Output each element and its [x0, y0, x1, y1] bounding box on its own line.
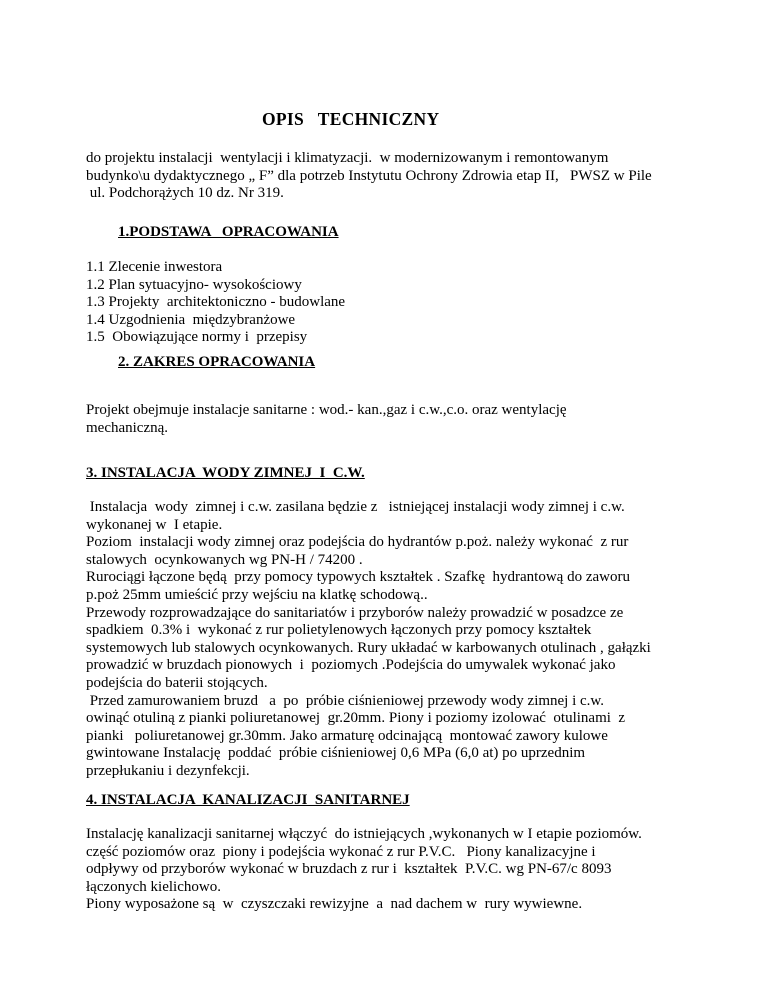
paragraph-line: część poziomów oraz piony i podejścia wykonać z rur P.V.C. Piony kanalizacyjne i — [86, 843, 596, 860]
paragraph-line: p.poż 25mm umieścić przy wejściu na klatkę schodową.. — [86, 586, 428, 603]
paragraph-line: Instalacja wody zimnej i c.w. zasilana będzie z istniejącej instalacji wody zimnej i c.w. — [86, 499, 625, 515]
list-item: 1.2 Plan sytuacyjno- wysokościowy — [86, 276, 302, 293]
paragraph-line: systemowych lub stalowych ocynkowanych. Rury układać w karbowanych otulinach , gałązki — [86, 639, 651, 656]
paragraph-line: mechaniczną. — [86, 419, 169, 436]
paragraph-line: łączonych kielichowo. — [86, 878, 221, 895]
intro-line: budynko\u dydaktycznego „ F” dla potrzeb Instytutu Ochrony Zdrowia etap II, PWSZ w Pile — [86, 167, 652, 184]
paragraph-line: prowadzić w bruzdach pionowych i poziomych .Podejścia do umywalek wykonać jako — [86, 657, 616, 674]
paragraph-line: Rurociągi łączone będą przy pomocy typowych kształtek . Szafkę hydrantową do zaworu — [86, 569, 630, 586]
section2-paragraph — [86, 402, 746, 437]
paragraph-line: pianki poliuretanowej gr.30mm. Jako armaturę odcinającą montować zawory kulowe — [86, 727, 608, 744]
intro-line: ul. Podchorążych 10 dz. Nr 319. — [86, 185, 284, 202]
list-item: 1.3 Projekty architektoniczno - budowlane — [86, 294, 346, 311]
section3-heading: 3. INSTALACJA WODY ZIMNEJ I C.W. — [86, 465, 365, 481]
list-item: 1.5 Obowiązujące normy i przepisy — [86, 329, 308, 346]
paragraph-line: Piony wyposażone są w czyszczaki rewizyjne a nad dachem w rury wywiewne. — [86, 896, 583, 913]
paragraph-line: Poziom instalacji wody zimnej oraz podejścia do hydrantów p.poż. należy wykonać z rur — [86, 534, 629, 551]
paragraph-line: podejścia do baterii stojących. — [86, 674, 268, 691]
paragraph-line: stalowych ocynkowanych wg PN-H / 74200 . — [86, 551, 363, 568]
paragraph-line: Projekt obejmuje instalacje sanitarne : wod.- kan.,gaz i c.w.,c.o. oraz wentylację — [86, 402, 567, 418]
paragraph-line: gwintowane Instalację poddać próbie ciśnieniowej 0,6 MPa (6,0 at) po uprzednim — [86, 745, 586, 762]
intro-line: do projektu instalacji wentylacji i klimatyzacji. w modernizowanym i remontowanym — [86, 150, 609, 166]
intro-paragraph — [86, 150, 746, 203]
paragraph-line: przepłukaniu i dezynfekcji. — [86, 762, 250, 779]
section4-paragraph — [86, 826, 746, 914]
paragraph-line: wykonanej w I etapie. — [86, 516, 223, 533]
paragraph-line: owinąć otuliną z pianki poliuretanowej gr.20mm. Piony i poziomy izolować otulinami z — [86, 710, 626, 727]
document-title: OPIS TECHNICZNY — [262, 109, 440, 129]
paragraph-line: Przewody rozprowadzające do sanitariatów i przyborów należy prowadzić w posadzce ze — [86, 604, 624, 621]
section4-heading: 4. INSTALACJA KANALIZACJI SANITARNEJ — [86, 792, 410, 808]
section3-paragraph — [86, 499, 746, 781]
list-item: 1.4 Uzgodnienia międzybranżowe — [86, 311, 296, 328]
paragraph-line: Przed zamurowaniem bruzd a po próbie ciśnieniowej przewody wody zimnej i c.w. — [86, 692, 605, 709]
section1-heading: 1.PODSTAWA OPRACOWANIA — [118, 224, 339, 240]
section2-heading: 2. ZAKRES OPRACOWANIA — [118, 354, 316, 370]
section1-list — [86, 259, 746, 347]
paragraph-line: Instalację kanalizacji sanitarnej włączyć do istniejących ,wykonanych w I etapie poziomów. — [86, 826, 642, 842]
list-item: 1.1 Zlecenie inwestora — [86, 259, 223, 275]
paragraph-line: odpływy od przyborów wykonać w bruzdach z rur i kształtek P.V.C. wg PN-67/c 8093 — [86, 861, 612, 878]
paragraph-line: spadkiem 0.3% i wykonać z rur polietylenowych łączonych przy pomocy kształtek — [86, 622, 592, 639]
